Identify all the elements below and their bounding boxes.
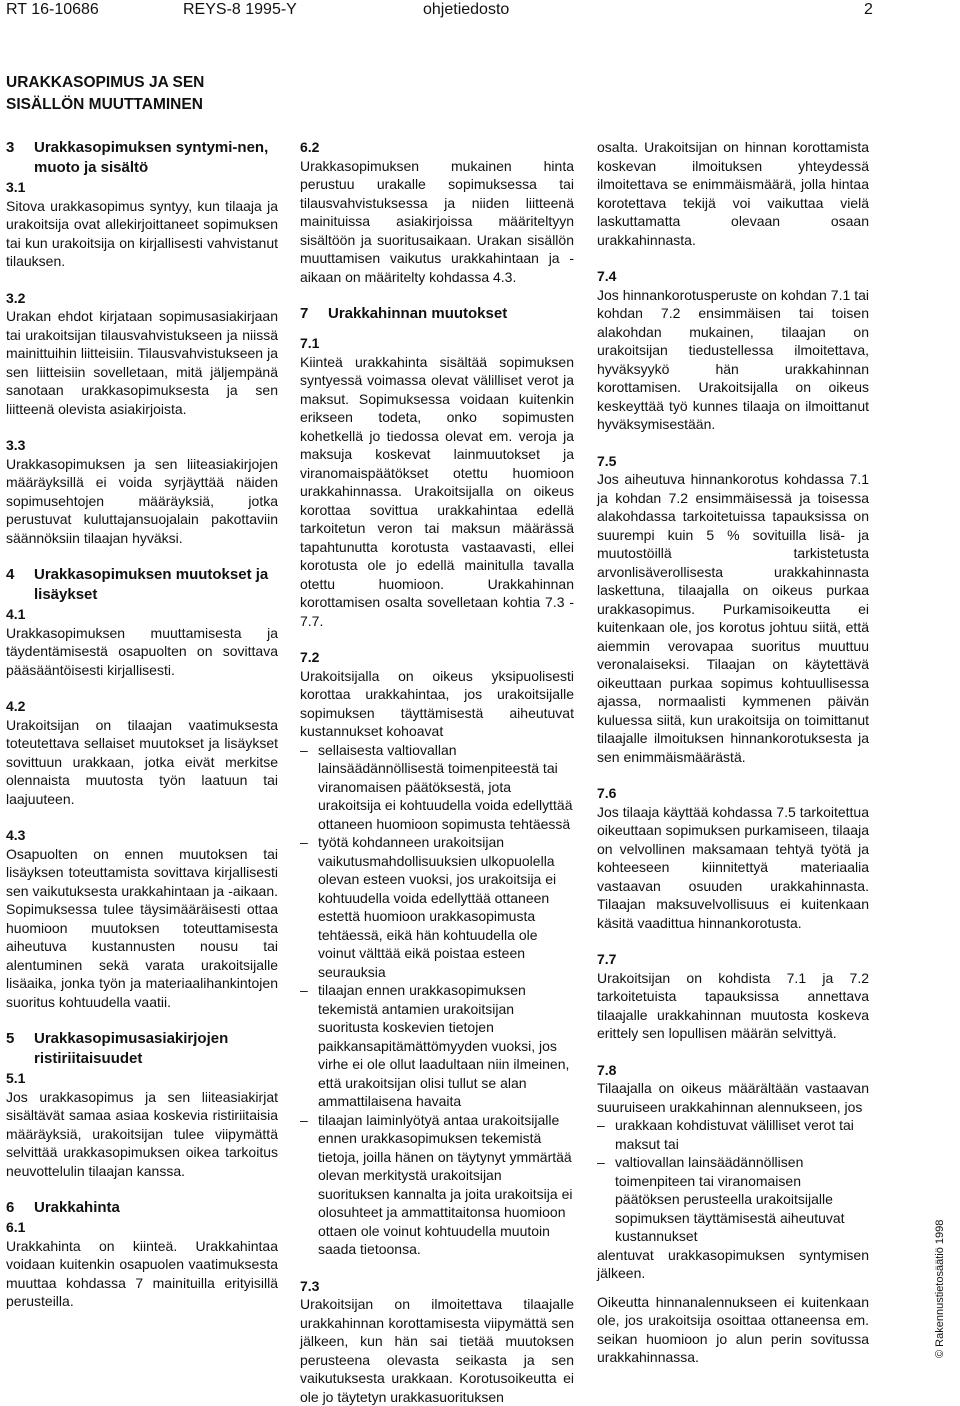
paragraph-7-3: Urakoitsijan on ilmoitettava tilaajalle urakkahinnan korottamisesta viipymättä sen jälkeen, kun hän sai tietää muutoksen perusteena olevasta seikasta ja sen vaikutuksesta urakkaan. Korotusoikeutta ei ole jo täytetyn urakkasuorituksen: [300, 1296, 574, 1405]
paragraph-5-1: Jos urakkasopimus ja sen liiteasiakirjat sisältävät samaa asiaa koskevia ristiriitaisia määräyksiä, urakoitsijan tulee viipymättä selvittää urakkasopimuksen oikea tarkoitus neuvottelulin tilaajan kanssa.: [6, 1088, 278, 1179]
list-item: – työtä kohdanneen urakoitsijan vaikutusmahdollisuuksien ulkopuolella olevan esteen vuoksi, jos urakoitsija ei kohtuudella voida edellyttää ottaneen estettä huomioon urakkasopimusta tehtäessä, eikä hän kohtuudella ole voinut välttää eikä poistaa esteen seurauksia: [300, 833, 574, 981]
section-title: Urakkasopimuksen syntymi-nen, muoto ja sisältö: [34, 139, 269, 176]
paragraph-7-3-continued: osalta. Urakoitsijan on hinnan korottamista koskevan ilmoituksen yhteydessä ilmoitettava se enimmäismäärä, jolla hintaa korotettava tekijä voi vaikuttaa vielä laskuttamatta olevaan osaan urakkahinnasta.: [597, 139, 869, 248]
paragraph-7-7: Urakoitsijan on kohdista 7.1 ja 7.2 tarkoitetuista tapauksissa annettava tilaajalle urakkahinnan muutosta koskeva erittely sen lopullisen määrän selvittyä.: [597, 969, 869, 1041]
list-7-2: [300, 741, 574, 1259]
paragraph-7-4: Jos hinnankorotusperuste on kohdan 7.1 tai kohdan 7.2 ensimmäisen tai toisen alakohdan mukainen, tilaajan on urakoitsijan tiedustellessa ilmoitettava, hyväksyykö hän urakkahinnan korottamisen. Urakoitsijalla on oikeus keskeyttää työ kunnes tilaaja on ilmoittanut hyväksymisestään.: [597, 286, 869, 432]
section-title: Urakkasopimusasiakirjojen ristiriitaisuudet: [34, 1030, 229, 1067]
paragraph-6-2: Urakkasopimuksen mukainen hinta perustuu urakalle sopimuksessa tai tilausvahvistuksessa ja niiden liitteenä mainituissa asiakirjoissa määriteltyyn sisältöön ja suoritusaikaan. Urakan sisällön muuttamisen vaikutus urakkahintaan ja -aikaan on määritelty kohdassa 4.3.: [300, 157, 574, 285]
subsection-number: 3.3: [6, 437, 26, 453]
section-number: 7: [300, 305, 309, 322]
column-2: [300, 138, 574, 1406]
subsection-number: 7.3: [300, 1277, 320, 1294]
section-number: 3: [6, 139, 15, 156]
paragraph-4-2: Urakoitsijan on tilaajan vaatimuksesta toteutettava sellaiset muutokset ja lisäykset sovittuun urakkaan, jotka eivät merkitse olennaista muutosta työn laatuun tai laajuuteen.: [6, 716, 278, 807]
list-item: – valtiovallan lainsäädännöllisen toimenpiteen tai viranomaisen päätöksen perusteella urakoitsijalle sopimuksen täyttämisestä aiheutuvat kustannukset: [597, 1153, 869, 1246]
subsection-number: 6.1: [6, 1219, 26, 1235]
section-heading-4: [6, 565, 278, 605]
list-item: – sellaisesta valtiovallan lainsäädännöllisestä toimenpiteestä tai viranomaisen päätöksestä, jota urakoitsija ei kohtuudella voida edellyttää ottaneen huomioon sopimusta tehtäessä: [300, 741, 574, 834]
subsection-number: 5.1: [6, 1070, 26, 1086]
paragraph-7-8-last: Oikeutta hinnanalennukseen ei kuitenkaan ole, jos urakoitsija osoittaa ottaneensa em. seikan huomioon jo alun perin sovitussa urakkahinnassa.: [597, 1293, 869, 1365]
subsection-number: 4.1: [6, 606, 26, 622]
subsection-number: 7.4: [597, 268, 617, 284]
document-code: RT 16-10686: [6, 1, 99, 18]
subsection-number: 7.6: [597, 785, 617, 801]
subsection-number: 7.7: [597, 951, 617, 967]
page-number: 2: [864, 1, 873, 18]
paragraph-7-6: Jos tilaaja käyttää kohdassa 7.5 tarkoitettua oikeuttaan sopimuksen purkamiseen, tilaaja on velvollinen maksamaan tehtyä työtä ja kohteeseen kiinnitettyä materiaalia vastaavan osuuden urakkahinnasta. Tilaajan maksuvelvollisuus ei kuitenkaan käsitä vaadittua hinnankorotusta.: [597, 803, 869, 931]
section-heading-3: [6, 138, 278, 178]
subsection-number: 7.2: [300, 649, 320, 665]
section-title: Urakkasopimuksen muutokset ja lisäykset: [34, 566, 269, 603]
subsection-number: 7.8: [597, 1061, 617, 1078]
copyright-notice: © Rakennustietosäätiö 1998: [934, 1219, 946, 1358]
section-heading-7: [300, 304, 574, 324]
page-header: [6, 0, 876, 20]
document-title: [6, 72, 204, 116]
document-title-line-2: SISÄLLÖN MUUTTAMINEN: [6, 96, 203, 113]
paragraph-3-3: Urakkasopimuksen ja sen liiteasiakirjojen määräyksillä ei voida syrjäyttää näiden sopimusehtojen määräyksiä, jotka perustuvat kuluttajansuojalain pakottaviin säännöksiin tilaajan hyväksi.: [6, 455, 278, 546]
paragraph-7-5: Jos aiheutuva hinnankorotus kohdassa 7.1 ja kohdan 7.2 ensimmäisessä ja toisessa alakohdassa tarkoitetuissa tapauksissa on suurempi kuin 5 % sovituilla lisä- ja muutostöillä tarkistetusta arvonlisäverollisesta urakkahinnasta laskettuna, tilaajalla on oikeus purkaa urakkasopimus. Purkamisoikeutta ei kuitenkaan ole, jos korotus johtuu siitä, että aiemmin verovapaa suoritus muuttuu veronalaiseksi. Tilaajan on käytettävä oikeuttaan purkaa sopimus kohtuullisessa ajassa, normaalisti kymmenen päivän kuluessa siitä, kun urakoitsija on toimittanut tilaajalle ilmoituksen hinnankorotuksesta ja sen enimmäismäärästä.: [597, 471, 869, 765]
paragraph-4-1: Urakkasopimuksen muuttamisesta ja täydentämisestä osapuolten on sovittava pääsääntöisesti kirjallisesti.: [6, 624, 278, 678]
subsection-number: 3.2: [6, 289, 26, 306]
subsection-number: 4.2: [6, 698, 26, 714]
document-type: ohjetiedosto: [423, 1, 510, 18]
paragraph-4-3: Osapuolten on ennen muutoksen tai lisäyksen toteuttamista sovittava kirjallisesti sen vaikutuksesta urakkahintaan ja -aikaan. Sopimuksessa tulee täysimääräisesti ottaa huomioon muutoksen toteuttamisesta aiheutuva kustannusten nousu tai alentuminen sekä varata urakoitsijalle lisäaika, jonka työn ja materiaalihankintojen suoritus kohtuudella vaatii.: [6, 845, 278, 1010]
section-number: 4: [6, 566, 15, 583]
paragraph-3-1: Sitova urakkasopimus syntyy, kun tilaaja ja urakoitsija ovat allekirjoittaneet sopimuksen tai kun urakoitsija on kirjallisesti vahvistanut tilauksen.: [6, 197, 278, 269]
subsection-number: 6.2: [300, 139, 320, 155]
list-item: – tilaajan ennen urakkasopimuksen tekemistä antamien urakoitsijan suoritusta koskevien tietojen paikkansapitämättömyyden vuoksi, jos virhe ei ole ollut laadultaan niin ilmeinen, että urakoitsijan olisi tullut se alan ammattilaisena havaita: [300, 981, 574, 1111]
paragraph-6-1: Urakkahinta on kiinteä. Urakkahintaa voidaan kuitenkin osapuolen vaatimuksesta muuttaa kohdassa 7 mainituilla erityisillä perusteilla.: [6, 1237, 278, 1309]
subsection-number: 3.1: [6, 179, 26, 195]
paragraph-7-8-after-list: alentuvat urakkasopimuksen syntymisen jälkeen.: [597, 1246, 869, 1281]
subsection-number: 7.5: [597, 452, 617, 469]
paragraph-7-1: Kiinteä urakkahinta sisältää sopimuksen syntyessä voimassa olevat välilliset verot ja maksut. Sopimuksessa voidaan kuitenkin erikseen todeta, onko sopimusten kohetkellä jo tiedossa olevat em. veroja ja maksuja koskevat lainmuutokset ja viranomaispäätökset otettu huomioon urakkahinnassa. Urakoitsijalla on oikeus korottaa sovittua urakkahintaa edellä tarkoitetun veron tai maksun määrässä tapahtunutta korotusta vastaavasti, ellei korotusta ole jo edellä mainitulla tavalla otettu huomioon. Urakkahinnan korottamisen osalta sovelletaan kohtia 7.3 - 7.7.: [300, 353, 574, 629]
section-heading-5: [6, 1029, 278, 1069]
document-reference: REYS-8 1995-Y: [183, 1, 297, 18]
column-3: [597, 138, 869, 1367]
section-number: 6: [6, 1199, 15, 1216]
document-title-line-1: URAKKASOPIMUS JA SEN: [6, 74, 205, 91]
paragraph-7-2: Urakoitsijalla on oikeus yksipuolisesti korottaa urakkahintaa, jos urakoitsijalle sopimuksen täyttämisestä aiheutuvat kustannukset kohoavat: [300, 667, 574, 739]
paragraph-3-2: Urakan ehdot kirjataan sopimusasiakirjaan tai urakoitsijan tilausvahvistukseen ja niissä mainittuihin liitteisiin. Tilausvahvistukseen ja sen liitteisiin sovelletaan, mitä jäljempänä sanotaan urakkasopimuksesta ja sen liitteenä olevista asiakirjoista.: [6, 308, 278, 417]
list-7-8: [597, 1116, 869, 1246]
section-heading-6: [6, 1198, 278, 1218]
list-item: – tilaajan laiminlyötyä antaa urakoitsijalle ennen urakkasopimuksen tekemistä tietoja, joilla hänen on täytynyt ymmärtää olevan merkitystä urakoitsijan suorituksen kannalta ja joita urakoitsija ei olosuhteet ja ammattitaitonsa huomioon ottaen ole voinut kohtuudella muutoin saada tietoonsa.: [300, 1111, 574, 1259]
list-item: – urakkaan kohdistuvat välilliset verot tai maksut tai: [597, 1116, 869, 1153]
section-title: Urakkahinta: [34, 1199, 120, 1216]
paragraph-7-8: Tilaajalla on oikeus määrältään vastaavan suuruiseen urakkahinnan alennukseen, jos: [597, 1080, 869, 1115]
section-number: 5: [6, 1030, 15, 1047]
subsection-number: 7.1: [300, 335, 320, 351]
section-title: Urakkahinnan muutokset: [328, 305, 508, 322]
column-1: [6, 138, 278, 1311]
subsection-number: 4.3: [6, 827, 26, 843]
